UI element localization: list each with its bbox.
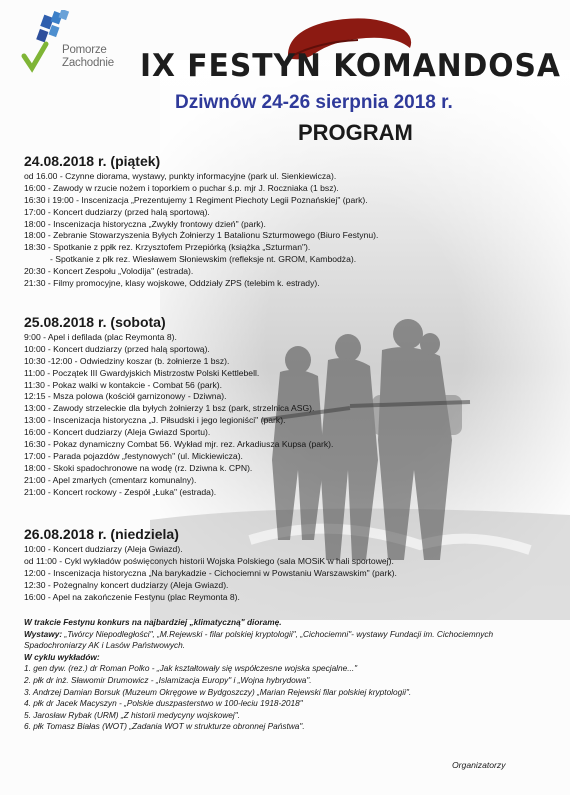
list-item: 10:00 - Koncert dudziarzy (Aleja Gwiazd). (24, 544, 183, 554)
list-item: 13:00 - Inscenizacja historyczna „J. Piłsudski i jego legioniści" (park). (24, 415, 286, 426)
saturday-events-list (24, 332, 464, 498)
list-item: 18:00 - Inscenizacja historyczna „Zwykły frontowy dzień" (park). (24, 218, 266, 229)
list-item: 13:00 - Zawody strzeleckie dla byłych żołnierzy 1 bsz (park, strzelnica ASG). (24, 403, 315, 414)
list-item: 18:00 - Skoki spadochronowe na wodę (rz. Dziwna k. CPN). (24, 462, 253, 473)
program-heading: PROGRAM (298, 120, 413, 145)
lectures-label: W cyklu wykładów: (24, 651, 100, 662)
list-item: od 16.00 - Czynne diorama, wystawy, punkty informacyjne (park ul. Sienkiewicza). (24, 171, 337, 181)
list-item: 11:30 - Pokaz walki w kontakcie - Combat 56 (park). (24, 379, 223, 390)
list-item: 12:15 - Msza polowa (kościół garnizonowy - Dziwna). (24, 391, 227, 402)
list-item: 16:30 i 19:00 - Inscenizacja „Prezentujemy 1 Regiment Piechoty Legii Poznańskiej" (park). (24, 194, 368, 205)
day-heading-friday: 24.08.2018 r. (piątek) (24, 153, 161, 169)
contest-note: W trakcie Festynu konkurs na najbardziej „klimatyczną" dioramę. (24, 617, 282, 627)
lecture-item: 5. Jarosław Rybak (URM) „Z historii medycyny wojskowej". (24, 709, 240, 720)
logo-text-line2: Zachodnie (62, 57, 114, 69)
list-item: 21:00 - Koncert rockowy - Zespół „Łuka" (estrada). (24, 486, 217, 497)
lecture-item: 2. płk dr inż. Sławomir Drumowicz - „Islamizacja Europy" i „Wojna hybrydowa". (24, 674, 312, 685)
event-title: IX FESTYN KOMANDOSA (140, 48, 561, 84)
pomorze-zachodnie-logo (20, 10, 130, 80)
list-item: 21:30 - Filmy promocyjne, klasy wojskowe, Oddziały ZPS (telebim k. estrady). (24, 278, 320, 289)
list-item: 18:00 - Zebranie Stowarzyszenia Byłych Żołnierzy 1 Batalionu Szturmowego (Biuro Festynu). (24, 230, 379, 241)
lecture-item: 4. płk dr Jacek Macyszyn - „Polskie duszpasterstwo w 100-leciu 1918-2018" (24, 698, 303, 709)
exhibitions-label: Wystawy: (24, 628, 63, 639)
list-item: 11:00 - Początek III Gwardyjskich Mistrzostw Polski Kettlebell. (24, 367, 260, 378)
list-item: - Spotkanie z płk rez. Wiesławem Słoniewskim (refleksje nt. GROM, Kambodża). (50, 254, 357, 265)
list-item: 17:00 - Parada pojazdów „festynowych" (ul. Mickiewicza). (24, 450, 243, 461)
day-heading-sunday: 26.08.2018 r. (niedziela) (24, 526, 179, 542)
list-item: od 11:00 - Cykl wykładów poświęconych historii Wojska Polskiego (sala MOSiK w hali sportowej). (24, 555, 394, 566)
list-item: 18:30 - Spotkanie z ppłk rez. Krzysztofem Przepiórką (książka „Szturman"). (24, 242, 311, 253)
event-dates: Dziwnów 24-26 sierpnia 2018 r. (175, 92, 453, 113)
additional-info (24, 617, 554, 733)
list-item: 10:30 -12:00 - Odwiedziny koszar (b. żołnierze 1 bsz). (24, 355, 230, 366)
day-heading-saturday: 25.08.2018 r. (sobota) (24, 314, 166, 330)
list-item: 10:00 - Koncert dudziarzy (przed halą sportową). (24, 343, 210, 354)
list-item: 16:00 - Zawody w rzucie nożem i toporkiem o puchar ś.p. mjr J. Roczniaka (1 bsz). (24, 182, 339, 193)
organizers-label: Organizatorzy (452, 760, 506, 770)
lecture-item: 3. Andrzej Damian Borsuk (Muzeum Okręgowe w Bydgoszczy) „Marian Rejewski filar polskiej kryptologii". (24, 686, 412, 697)
exhibitions-text-cont: Spadochroniarzy AK i Lasów Państwowych. (24, 640, 186, 651)
lecture-item: 6. płk Tomasz Białas (WOT) „Zadania WOT w strukturze obronnej Państwa". (24, 721, 305, 732)
list-item: 16:30 - Pokaz dynamiczny Combat 56. Wykład mjr. rez. Arkadiusza Kupsa (park). (24, 439, 334, 450)
exhibitions-text: „Twórcy Niepodległości", „M.Rejewski - filar polskiej kryptologii", „Cichociemni"- wystawy Fundacji im. Cichociemnych (62, 628, 494, 639)
lecture-item: 1. gen dyw. (rez.) dr Roman Polko - „Jak kształtowały się współczesne wojska specjalne..." (24, 663, 358, 674)
list-item: 9:00 - Apel i defilada (plac Reymonta 8). (24, 332, 177, 342)
list-item: 16:00 - Apel na zakończenie Festynu (plac Reymonta 8). (24, 591, 240, 602)
list-item: 16:00 - Koncert dudziarzy (Aleja Gwiazd Sportu). (24, 427, 211, 438)
list-item: 20:30 - Koncert Zespołu „Volodija" (estrada). (24, 266, 194, 277)
list-item: 21:00 - Apel zmarłych (cmentarz komunalny). (24, 474, 197, 485)
list-item: 17:00 - Koncert dudziarzy (przed halą sportową). (24, 206, 210, 217)
logo-text-line1: Pomorze (62, 44, 107, 56)
list-item: 12:30 - Pożegnalny koncert dudziarzy (Aleja Gwiazd). (24, 579, 229, 590)
list-item: 12:00 - Inscenizacja historyczna „Na barykadzie - Cichociemni w Powstaniu Warszawskim" (park). (24, 567, 397, 578)
sunday-events-list (24, 544, 464, 603)
friday-events-list (24, 171, 464, 290)
